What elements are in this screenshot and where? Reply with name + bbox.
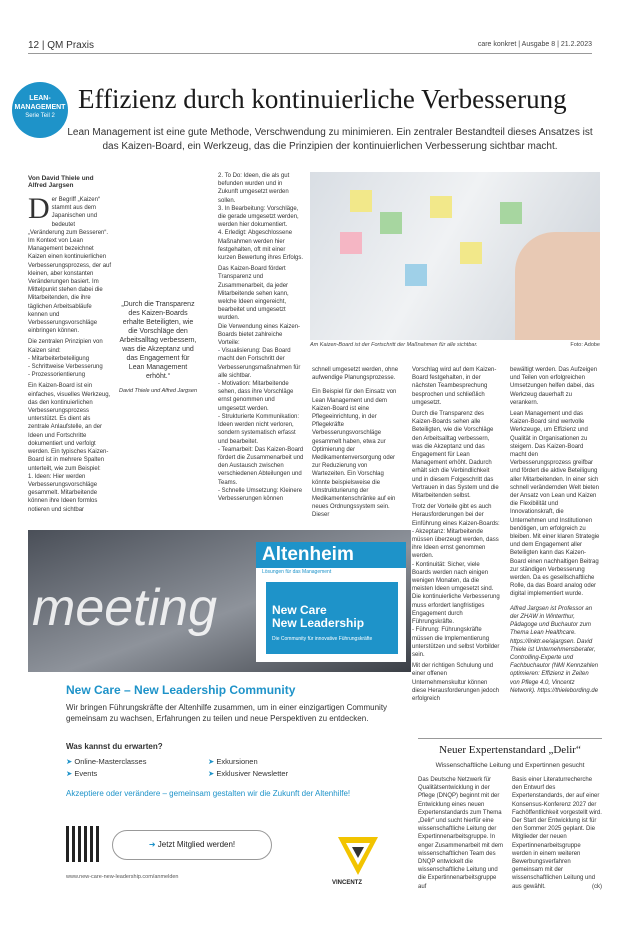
col5-p3: Alfred Jargsen ist Professor an der ZHAW in Winterthur, Pädagoge und Buchautor zum Thema Lean Healthcare. https://linktr.ee/ajargsen. David Thiele ist Unternehmensberater, Controlling-Experte und Fachbuchautor (NMI Kennzahlen optimieren: Effizienz in Zeiten von Pflege 4.0, Vincentz Network). https://thielebording.de xyxy=(510,605,599,694)
join-button[interactable]: ➜ Jetzt Mitglied werden! xyxy=(112,830,272,860)
col1-p1: er Begriff „Kaizen“ stammt aus dem Japanischen und bedeutet „Veränderung zum Besseren“. Im Kontext von Lean Management bezeichnet Kaizen einen kontinuierlichen Verbesserungsprozess, der auf kleinen, aber konstanten Veränderungen basiert. Im Mittelpunkt stehen dabei die Mitarbeitenden, die ihre täglichen Arbeitsabläufe kennen und Verbesserungsvorschläge einbringen können. xyxy=(28,197,112,335)
col1-p4: 1. Ideen: Hier werden Verbesserungsvorschläge gesammelt. Mitarbeitende können ihre Ideen formlos notieren und sichtbar xyxy=(28,473,98,513)
quote-author: David Thiele und Alfred Jargsen xyxy=(118,388,198,394)
column-2 xyxy=(218,172,304,503)
ad-hero-image xyxy=(28,530,411,672)
dropcap: D xyxy=(28,192,50,225)
sticky-note xyxy=(380,212,402,234)
col1-li2: - Schrittweise Verbesserung xyxy=(28,364,103,371)
ad-bottom xyxy=(66,822,396,902)
col4-p3: Trotz der Vorteile gibt es auch Herausforderungen bei der Einführung eines Kaizen-Boards: xyxy=(412,504,500,527)
box2-column-2 xyxy=(512,776,602,891)
column-5 xyxy=(510,366,600,695)
ad-box-sub: Die Community für innovative Führungskräfte xyxy=(272,636,373,642)
box2-subtitle: Wissenschaftliche Leitung und Expertinnen gesucht xyxy=(435,762,585,769)
badge-line1: LEAN- xyxy=(29,95,51,102)
col2-p4: Das Kaizen-Board fördert Transparenz und Zusammenarbeit, da jeder Mitarbeitende sehen kann, welche Ideen eingereicht, bearbeitet und umgesetzt wurden. xyxy=(218,266,289,322)
arrow-icon: ➤ xyxy=(208,769,217,778)
ad-item: ➤ Online-Masterclasses xyxy=(66,757,147,766)
column-3 xyxy=(312,366,400,520)
photo-credit: Foto: Adobe xyxy=(570,342,600,348)
sticky-note xyxy=(405,264,427,286)
col4-p7: Mit der richtigen Schulung und einer offenen Unternehmenskultur können diese Herausforderungen jedoch erfolgreich xyxy=(412,663,500,702)
box2-title: Neuer Expertenstandard „Delir“ xyxy=(439,744,581,756)
col4-p1: Vorschlag wird auf dem Kaizen-Board festgehalten, in der nächsten Teambesprechung besprochen und schließlich umgesetzt. xyxy=(412,367,497,406)
box2-p2: Basis einer Literaturrecherche den Entwurf des Expertenstandards, der auf einer Konsensus-Konferenz 2027 der Fachöffentlichkeit vorgestellt wird. Der Start der Entwicklung ist für den Sommer 2025 geplant. Die Mitglieder der neuen Expertinnenarbeitsgruppe werden in einem weiteren Bewerbungsverfahren gemeinsam mit der wissenschaftlichen Leitung und aus gewählt. xyxy=(512,777,602,890)
header-divider xyxy=(28,53,592,54)
arrow-icon: ➤ xyxy=(66,757,75,766)
column-1 xyxy=(28,192,112,514)
sticky-note xyxy=(340,232,362,254)
vincentz-label: VINCENTZ xyxy=(332,880,362,886)
col2-p1: 2. To Do: Ideen, die als gut befunden wurden und in Zukunft umgesetzt werden sollen. xyxy=(218,173,290,204)
photo-caption xyxy=(310,342,600,348)
col1-li1: - Mitarbeiterbeteiligung xyxy=(28,355,90,362)
ad-headline: New Care – New Leadership Community xyxy=(66,683,296,697)
ad-newcare-box xyxy=(266,582,398,654)
ad-question: Was kannst du erwarten? xyxy=(66,742,163,751)
article-headline: Effizienz durch kontinuierliche Verbesserung xyxy=(78,84,567,114)
column-4 xyxy=(412,366,500,703)
ad-item: ➤ Events xyxy=(66,769,98,778)
sticky-note xyxy=(430,196,452,218)
col2-p3: 4. Erledigt: Abgeschlossene Maßnahmen werden hier festgehalten, oft mit einer kurzen Bewertung ihres Erfolgs. xyxy=(218,230,304,262)
sticky-note xyxy=(460,242,482,264)
ad-altenheim-tag: Lösungen für das Management xyxy=(262,569,332,575)
box2-end: (ck) xyxy=(592,883,602,890)
ad-item: ➤ Exkursionen xyxy=(208,757,258,766)
col3-p1: schnell umgesetzt werden, ohne aufwendige Planungsprozesse. xyxy=(312,367,399,382)
col1-li3: - Prozessorientierung xyxy=(28,372,86,379)
col3-p2: Ein Beispiel für den Einsatz von Lean Management und dem Kaizen-Board ist eine Pflegeeinrichtung, in der Pflegekräfte Verbesserungsvorschläge gesammelt haben, etwa zur Optimierung der Medikamentenversorgung oder zur Reduzierung von Wartezeiten. Ein Vorschlag könnte beispielsweise die Umstrukturierung der Medikamentenschränke auf ein neues Ordnungssystem sein. Dieser xyxy=(312,389,397,519)
col2-p10: - Schnelle Umsetzung: Kleinere Verbesserungen können xyxy=(218,487,303,502)
col2-p7: - Motivation: Mitarbeitende sehen, dass ihre Vorschläge ernst genommen und umgesetzt werden. xyxy=(218,381,294,412)
caption-text: Am Kaizen-Board ist der Fortschritt der Maßnahmen für alle sichtbar. xyxy=(310,342,478,348)
ad-cta-text: Akzeptiere oder verändere – gemeinsam gestalten wir die Zukunft der Altenhilfe! xyxy=(66,789,351,798)
ad-list-left xyxy=(66,756,146,780)
ad-list-right xyxy=(208,756,288,780)
col5-p1: bewältigt werden. Das Aufzeigen und Teilen von erfolgreichen Umsetzungen helfen dabei, das Werkzeug dauerhaft zu verankern. xyxy=(510,367,598,406)
byline: Von David Thiele und Alfred Jargsen xyxy=(28,175,94,189)
quote-text: „Durch die Transparenz des Kaizen-Boards erhalte Beteiligten, wie die Vorschläge den Arbeitsalltag verbessern, was die Akzeptanz und das Engagement für Lean Management erhöht.“ xyxy=(119,301,197,380)
col4-p4: - Akzeptanz: Mitarbeitende müssen überzeugt werden, dass ihre Ideen ernst genommen werden. xyxy=(412,528,499,560)
badge-line2: MANAGEMENT xyxy=(14,104,66,111)
col2-p6: - Visualisierung: Das Board macht den Fortschritt der Verbesserungsmaßnahmen für alle sichtbar. xyxy=(218,348,301,379)
ad-box-title1: New Care xyxy=(272,603,327,617)
qr-code-icon[interactable] xyxy=(66,826,102,862)
col2-p5: Die Verwendung eines Kaizen-Boards bietet zahlreiche Vorteile: xyxy=(218,323,301,347)
box2-divider xyxy=(418,738,602,739)
col1-p3: Ein Kaizen-Board ist ein einfaches, visuelles Werkzeug, das den kontinuierlichen Verbesserungsprozess unterstützt. Es dient als zentrale Anlaufstelle, an der Ideen und Fortschritte dokumentiert und verfolgt werden. Ein typisches Kaizen-Board ist in mehrere Spalten unterteilt, wie zum Beispiel: xyxy=(28,383,111,472)
col4-p2: Durch die Transparenz des Kaizen-Boards sehen alle Beteiligten, wie die Vorschläge den Arbeitsalltag verbessern, was die Akzeptanz und das Engagement für Lean Management erhöht. Dadurch erhält sich die Verbindlichkeit und in diesem Folgeschritt das Vertrauen in das System und die Mitarbeitenden selbst. xyxy=(412,411,499,500)
hand-with-pen xyxy=(515,232,600,340)
ad-meeting-word: meeting xyxy=(32,579,217,637)
arrow-icon: ➤ xyxy=(208,757,217,766)
col2-p8: - Strukturierte Kommunikation: Ideen werden nicht verloren, sondern systematisch erfasst und bearbeitet. xyxy=(218,413,300,445)
ad-box-title2: New Leadership xyxy=(272,616,365,630)
ad-item: ➤ Exklusiver Newsletter xyxy=(208,769,289,778)
col5-p2: Lean Management und das Kaizen-Board sind wertvolle Werkzeuge, um Effizienz und Qualität in Organisationen zu steigern. Das Kaizen-Board macht den Verbesserungsprozess greifbar und fördert die aktive Beteiligung aller Mitarbeitenden. In einer sich schnell verändernden Welt bieten der Ansatz von Lean und Kaizen die Flexibilität und Innovationskraft, die Unternehmen und Institutionen benötigen, um erfolgreich zu bleiben. Mit einer klaren Strategie und dem Engagement aller Beteiligten kann das Kaizen-Board einen nachhaltigen Beitrag zur ständigen Verbesserung werden. Da es gesellschaftliche Rolle, da das Board analog oder digital implementiert wurde. xyxy=(510,411,600,598)
ad-url[interactable]: www.new-care-new-leadership.com/anmelden xyxy=(66,874,179,880)
col2-p2: 3. In Bearbeitung: Vorschläge, die gerade umgesetzt werden, werden hier dokumentiert. xyxy=(218,205,299,229)
col4-p6: - Führung: Führungskräfte müssen die Implementierung unterstützen und selbst Vorbilder sein. xyxy=(412,627,500,658)
col1-p2: Die zentralen Prinzipien von Kaizen sind: xyxy=(28,339,103,354)
sticky-note xyxy=(350,190,372,212)
section-label: 12 | QM Praxis xyxy=(28,40,94,51)
pull-quote xyxy=(118,300,198,396)
article-intro: Lean Management ist eine gute Methode, Verschwendung zu minimieren. Ein zentraler Bestandteil dieses Ansatzes ist das Kaizen-Board, ein Werkzeug, das die Prinzipien der kontinuierlichen Verbesserung sichtbar macht. xyxy=(67,127,593,152)
badge-line3: Serie Teil 2 xyxy=(25,113,55,119)
arrow-icon: ➜ xyxy=(148,840,158,849)
kaizen-board-photo xyxy=(310,172,600,340)
col2-p9: - Teamarbeit: Das Kaizen-Board fördert die Zusammenarbeit und den Austausch zwischen verschiedenen Abteilungen und Teams. xyxy=(218,446,304,486)
ad-altenheim-logo xyxy=(256,542,406,662)
vincentz-logo-icon xyxy=(328,826,388,888)
ad-text: Wir bringen Führungskräfte der Altenhilfe zusammen, um in einer einzigartigen Community gemeinsam zu wachsen, Erfahrungen zu teilen und neue Perspektiven zu entdecken. xyxy=(66,703,388,723)
box2-column-1: Das Deutsche Netzwerk für Qualitätsentwicklung in der Pflege (DNQP) beginnt mit der Entwicklung eines neuen Expertenstandards zum Thema „Delir“ und sucht hierfür eine wissenschaftliche Leitung der Expertinnenarbeitsgruppe. In enger Zusammenarbeit mit dem wissenschaftlichen Team des DNQP entwickelt die wissenschaftliche Leitung und die Expertinnenarbeitsgruppe auf xyxy=(418,777,504,890)
ad-altenheim-title: Altenheim xyxy=(256,542,406,568)
sticky-note xyxy=(500,202,522,224)
arrow-icon: ➤ xyxy=(66,769,75,778)
issue-label: care konkret | Ausgabe 8 | 21.2.2023 xyxy=(477,41,592,48)
advertisement xyxy=(28,530,411,912)
col4-p5: - Kontinuität: Sicher, viele Boards werden nach einigen wenigen Monaten, da die meisten Ideen umgesetzt sind. Die kontinuierliche Verbesserung muss erfordert langfristiges Engagement durch Führungskräfte. xyxy=(412,561,500,626)
